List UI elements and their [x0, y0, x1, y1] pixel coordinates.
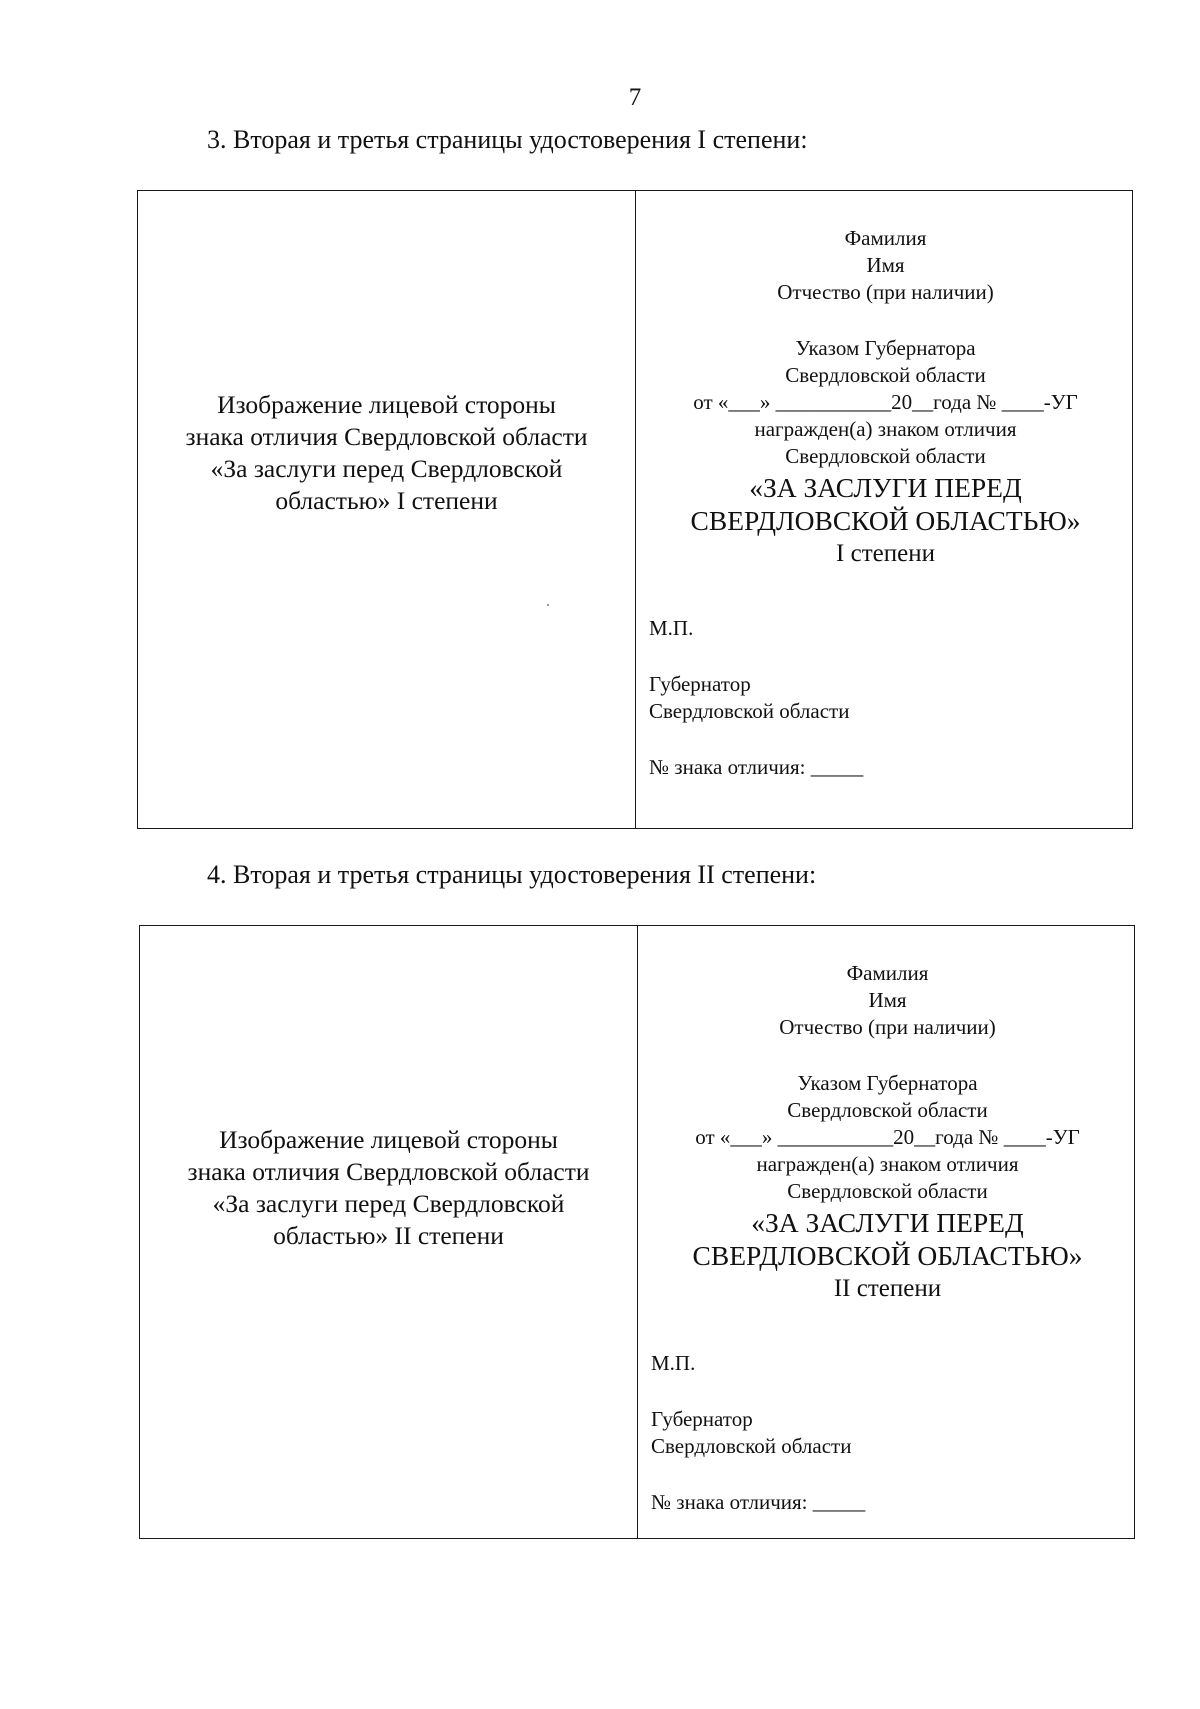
award-title: «ЗА ЗАСЛУГИ ПЕРЕД [751, 1207, 1024, 1238]
page-number: 7 [628, 84, 642, 111]
name-label: Имя [868, 988, 907, 1012]
governor-region: Свердловской области [649, 699, 850, 723]
patronymic-label: Отчество (при наличии) [777, 280, 994, 304]
caption-line: «За заслуги перед Свердловской [210, 454, 563, 483]
award-degree: II степени [833, 1275, 942, 1302]
badge-image-placeholder [140, 1124, 637, 1252]
badge-number: № знака отличия: _____ [651, 1490, 866, 1514]
caption-line: знака отличия Свердловской области [187, 1157, 590, 1186]
caption-line: «За заслуги перед Свердловской [212, 1189, 565, 1218]
certificate-spread-second-degree [139, 925, 1135, 1539]
decree-line: Указом Губернатора [795, 336, 976, 360]
surname-label: Фамилия [844, 226, 927, 250]
decree-region: Свердловской области [785, 363, 986, 387]
award-title: СВЕРДЛОВСКОЙ ОБЛАСТЬЮ» [692, 1240, 1083, 1271]
decree-line: Указом Губернатора [797, 1071, 978, 1095]
caption-line: знака отличия Свердловской области [185, 422, 588, 451]
certificate-text-page [639, 926, 1136, 1538]
caption-line: областью» II степени [273, 1221, 504, 1250]
awarded-region: Свердловской области [787, 1179, 988, 1203]
badge-number: № знака отличия: _____ [649, 755, 864, 779]
governor-title: Губернатор [651, 1407, 753, 1431]
caption-line: Изображение лицевой стороны [217, 390, 556, 419]
awarded-region: Свердловской области [785, 444, 986, 468]
patronymic-label: Отчество (при наличии) [779, 1015, 996, 1039]
seal-placeholder: М.П. [649, 616, 694, 640]
section-heading-4: 4. Вторая и третья страницы удостоверения II степени: [207, 860, 817, 889]
governor-region: Свердловской области [651, 1434, 852, 1458]
page-divider [635, 191, 636, 828]
caption-line: Изображение лицевой стороны [219, 1125, 558, 1154]
caption-line: областью» I степени [275, 486, 498, 515]
awarded-line: награжден(а) знаком отличия [756, 1152, 1019, 1176]
decree-date: от «___» ___________20__года № ____-УГ [693, 390, 1078, 414]
scan-speck [547, 604, 549, 606]
awarded-line: награжден(а) знаком отличия [754, 417, 1017, 441]
name-label: Имя [866, 253, 905, 277]
badge-image-placeholder [138, 389, 635, 517]
section-heading-3: 3. Вторая и третья страницы удостоверения I степени: [207, 125, 808, 154]
award-title: СВЕРДЛОВСКОЙ ОБЛАСТЬЮ» [690, 505, 1081, 536]
seal-placeholder: М.П. [651, 1351, 696, 1375]
decree-region: Свердловской области [787, 1098, 988, 1122]
certificate-spread-first-degree [137, 190, 1133, 829]
certificate-text-page [637, 191, 1134, 828]
decree-date: от «___» ___________20__года № ____-УГ [695, 1125, 1080, 1149]
page-divider [637, 926, 638, 1538]
surname-label: Фамилия [846, 961, 929, 985]
award-degree: I степени [836, 540, 935, 567]
award-title: «ЗА ЗАСЛУГИ ПЕРЕД [749, 472, 1022, 503]
governor-title: Губернатор [649, 672, 751, 696]
